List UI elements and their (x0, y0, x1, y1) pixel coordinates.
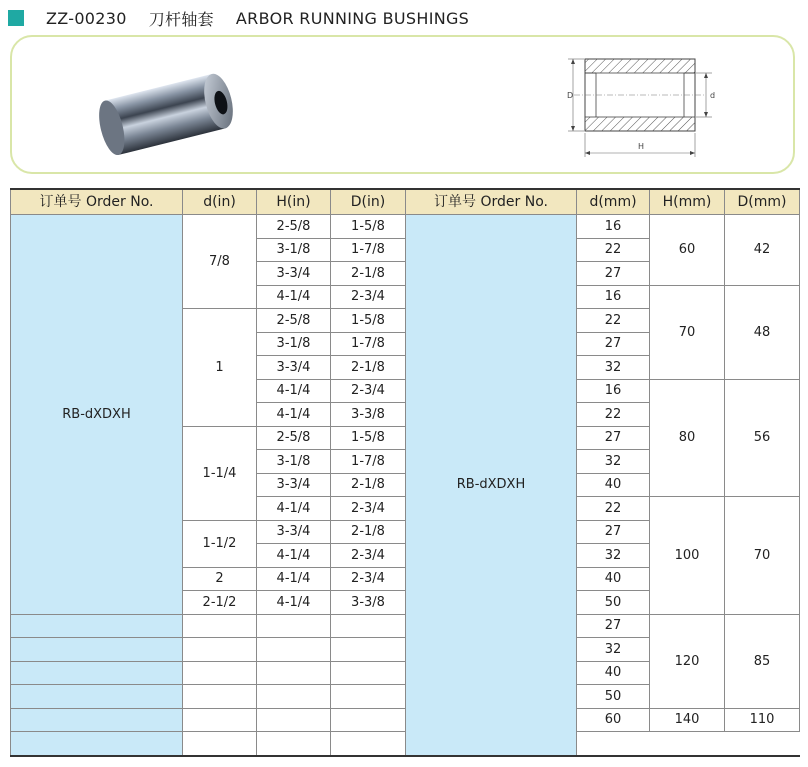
D-mm-cell: 42 (725, 215, 800, 286)
D-in-cell: 2-3/4 (331, 285, 406, 309)
h-in-cell: 2-5/8 (257, 426, 331, 450)
d-mm-cell: 22 (577, 403, 650, 427)
h-mm-cell: 60 (650, 215, 725, 286)
d-mm-cell: 60 (577, 708, 650, 732)
cross-section-drawing (560, 45, 720, 170)
h-in-cell: 3-3/4 (257, 520, 331, 544)
page-header (8, 6, 469, 30)
empty-cell (331, 685, 406, 709)
header-D-mm: D(mm) (725, 189, 800, 215)
empty-cell (183, 732, 257, 756)
h-in-cell: 3-3/4 (257, 356, 331, 380)
d-mm-cell: 22 (577, 309, 650, 333)
h-in-cell: 4-1/4 (257, 544, 331, 568)
D-in-cell: 3-3/8 (331, 403, 406, 427)
d-mm-cell: 32 (577, 544, 650, 568)
table-row (11, 708, 800, 732)
d-in-cell: 7/8 (183, 215, 257, 309)
empty-order-cell (11, 638, 183, 662)
d-mm-cell: 32 (577, 450, 650, 474)
d-mm-cell: 50 (577, 685, 650, 709)
D-in-cell: 1-5/8 (331, 426, 406, 450)
empty-cell (257, 732, 331, 756)
header-title-en: ARBOR RUNNING BUSHINGS (235, 8, 470, 28)
empty-order-cell (11, 661, 183, 685)
d-mm-cell: 32 (577, 356, 650, 380)
table-row (11, 215, 800, 239)
header-d-mm: d(mm) (577, 189, 650, 215)
empty-cell (257, 708, 331, 732)
d-mm-cell: 40 (577, 661, 650, 685)
h-in-cell: 4-1/4 (257, 379, 331, 403)
empty-cell (257, 614, 331, 638)
specification-table (10, 188, 800, 757)
table-row (11, 732, 800, 756)
d-mm-cell: 16 (577, 215, 650, 239)
h-in-cell: 3-1/8 (257, 332, 331, 356)
empty-cell (257, 661, 331, 685)
d-mm-cell: 22 (577, 238, 650, 262)
D-in-cell: 1-5/8 (331, 309, 406, 333)
d-mm-cell: 27 (577, 426, 650, 450)
h-in-cell: 2-5/8 (257, 215, 331, 239)
bushing-photo-icon (90, 55, 250, 155)
d-in-cell: 1-1/2 (183, 520, 257, 567)
header-d-in: d(in) (183, 189, 257, 215)
d-in-cell: 1 (183, 309, 257, 427)
header-code: ZZ-00230 (46, 8, 127, 28)
h-in-cell: 4-1/4 (257, 567, 331, 591)
D-in-cell: 2-1/8 (331, 262, 406, 286)
D-in-cell: 2-1/8 (331, 356, 406, 380)
d-mm-cell: 40 (577, 473, 650, 497)
D-in-cell: 2-3/4 (331, 567, 406, 591)
d-in-cell: 1-1/4 (183, 426, 257, 520)
D-in-cell: 1-7/8 (331, 332, 406, 356)
D-in-cell: 2-1/8 (331, 473, 406, 497)
h-in-cell: 3-1/8 (257, 450, 331, 474)
h-mm-cell: 140 (650, 708, 725, 732)
h-in-cell: 3-3/4 (257, 262, 331, 286)
D-in-cell: 2-1/8 (331, 520, 406, 544)
h-mm-cell: 100 (650, 497, 725, 615)
d-mm-cell: 40 (577, 567, 650, 591)
drawing-label-d: d (710, 91, 716, 100)
d-mm-cell: 16 (577, 379, 650, 403)
drawing-label-H: H (638, 142, 645, 151)
D-in-cell: 1-7/8 (331, 238, 406, 262)
empty-cell (183, 708, 257, 732)
empty-cell (331, 614, 406, 638)
h-mm-cell: 70 (650, 285, 725, 379)
D-in-cell: 2-3/4 (331, 544, 406, 568)
h-in-cell: 4-1/4 (257, 285, 331, 309)
d-mm-cell: 27 (577, 614, 650, 638)
order-no-cell-mm: RB-dXDXH (406, 215, 577, 756)
D-mm-cell: 70 (725, 497, 800, 615)
h-in-cell: 4-1/4 (257, 591, 331, 615)
h-in-cell: 4-1/4 (257, 403, 331, 427)
table-header-row (11, 189, 800, 215)
d-mm-cell: 16 (577, 285, 650, 309)
D-mm-cell: 85 (725, 614, 800, 708)
d-mm-cell: 27 (577, 520, 650, 544)
d-in-cell: 2 (183, 567, 257, 591)
empty-cell (183, 685, 257, 709)
empty-order-cell (11, 708, 183, 732)
h-mm-cell: 80 (650, 379, 725, 497)
h-mm-cell: 120 (650, 614, 725, 708)
h-in-cell: 4-1/4 (257, 497, 331, 521)
empty-cell (183, 614, 257, 638)
d-in-cell: 2-1/2 (183, 591, 257, 615)
d-mm-cell: 22 (577, 497, 650, 521)
D-mm-cell: 110 (725, 708, 800, 732)
empty-order-cell (11, 614, 183, 638)
empty-cell (331, 661, 406, 685)
product-panel (10, 35, 795, 174)
D-in-cell: 3-3/8 (331, 591, 406, 615)
empty-cell (331, 638, 406, 662)
header-h-mm: H(mm) (650, 189, 725, 215)
header-order-no-mm: 订单号 Order No. (406, 189, 577, 215)
D-mm-cell: 48 (725, 285, 800, 379)
empty-cell (331, 708, 406, 732)
table-row (11, 614, 800, 638)
header-title-cn: 刀杆轴套 (148, 9, 214, 29)
header-order-no-in: 订单号 Order No. (11, 189, 183, 215)
empty-cell (183, 638, 257, 662)
header-square-icon (8, 10, 24, 26)
header-h-in: H(in) (257, 189, 331, 215)
order-no-cell-inch: RB-dXDXH (11, 215, 183, 615)
D-in-cell: 2-3/4 (331, 379, 406, 403)
drawing-label-D: D (567, 91, 574, 100)
header-D-in: D(in) (331, 189, 406, 215)
D-in-cell: 1-5/8 (331, 215, 406, 239)
D-in-cell: 1-7/8 (331, 450, 406, 474)
empty-cell (183, 661, 257, 685)
h-in-cell: 3-3/4 (257, 473, 331, 497)
empty-cell (331, 732, 406, 756)
d-mm-cell: 27 (577, 332, 650, 356)
table-body (11, 215, 800, 756)
d-mm-cell: 32 (577, 638, 650, 662)
empty-cell (257, 638, 331, 662)
h-in-cell: 3-1/8 (257, 238, 331, 262)
d-mm-cell: 50 (577, 591, 650, 615)
empty-order-cell (11, 685, 183, 709)
h-in-cell: 2-5/8 (257, 309, 331, 333)
D-in-cell: 2-3/4 (331, 497, 406, 521)
empty-order-cell (11, 732, 183, 756)
d-mm-cell: 27 (577, 262, 650, 286)
D-mm-cell: 56 (725, 379, 800, 497)
empty-cell (257, 685, 331, 709)
